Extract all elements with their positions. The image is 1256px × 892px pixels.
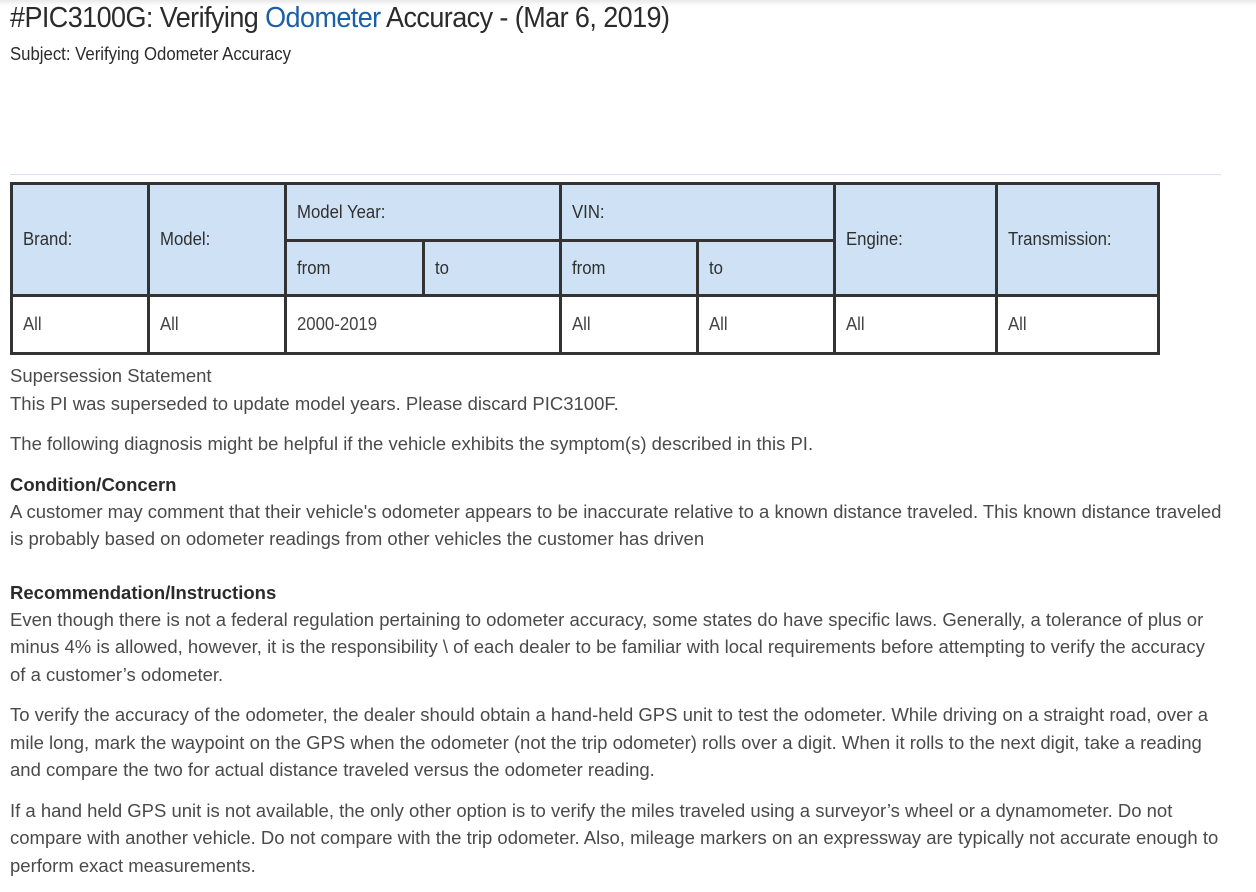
supersession-heading: Supersession Statement xyxy=(10,365,212,386)
cell-engine: All xyxy=(835,296,996,354)
condition-text: A customer may comment that their vehicle's odometer appears to be inaccurate relative to a known distance traveled. This known distance traveled is probably based on odometer readings from other vehicles the customer has driven xyxy=(10,500,1222,549)
header-vin-to: to xyxy=(698,241,835,296)
section-spacer xyxy=(10,553,1225,579)
title-suffix: Accuracy - (Mar 6, 2019) xyxy=(380,2,670,34)
cell-transmission: All xyxy=(996,296,1158,354)
cell-model-year: 2000-2019 xyxy=(286,296,560,354)
header-brand: Brand: xyxy=(12,184,149,296)
subject-line: Subject: Verifying Odometer Accuracy xyxy=(10,44,292,64)
intro-text: The following diagnosis might be helpful if the vehicle exhibits the symptom(s) described in this PI. xyxy=(10,433,814,454)
title-highlight: Odometer xyxy=(265,2,381,34)
recommendation-paragraph: Even though there is not a federal regulation pertaining to odometer accuracy, some states do have specific laws. Generally, a tolerance of plus or minus 4% is allowed, however, it is the responsibility \ of each dealer to be familiar with local requirements before attempting to verify the accuracy of a customer’s odometer. xyxy=(10,608,1205,685)
recommendation-heading: Recommendation/Instructions xyxy=(10,581,277,603)
header-model-year: Model Year: xyxy=(286,184,560,241)
header-model: Model: xyxy=(149,184,286,296)
applicability-table xyxy=(10,182,1160,355)
cell-vin-to: All xyxy=(698,296,835,354)
page-title xyxy=(10,2,669,35)
header-transmission: Transmission: xyxy=(996,184,1158,296)
header-vin: VIN: xyxy=(560,184,834,241)
cell-brand: All xyxy=(12,296,149,354)
cell-model: All xyxy=(149,296,286,354)
header-engine: Engine: xyxy=(835,184,996,296)
supersession-text: This PI was superseded to update model years. Please discard PIC3100F. xyxy=(10,392,619,414)
table-header-row xyxy=(12,184,1159,241)
table-row xyxy=(12,296,1159,354)
cell-vin-from: All xyxy=(560,296,697,354)
header-vin-from: from xyxy=(560,241,697,296)
recommendation-paragraph: If a hand held GPS unit is not available, the only other option is to verify the miles traveled using a surveyor’s wheel or a dynamometer. Do not compare with another vehicle. Do not compare with the trip odometer. Also, mileage markers on an expressway are typically not accurate enough to perform exact measurements. xyxy=(10,799,1219,876)
header-model-year-to: to xyxy=(423,241,560,296)
recommendation-paragraph: To verify the accuracy of the odometer, the dealer should obtain a hand-held GPS unit to test the odometer. While driving on a straight road, over a mile long, mark the waypoint on the GPS when the odometer (not the trip odometer) rolls over a digit. When it rolls to the next digit, take a reading and compare the two for actual distance traveled versus the odometer reading. xyxy=(10,704,1209,780)
divider xyxy=(10,174,1221,175)
document-body xyxy=(10,362,1225,892)
title-prefix: #PIC3100G: Verifying xyxy=(10,2,266,34)
condition-heading: Condition/Concern xyxy=(10,473,177,495)
header-model-year-from: from xyxy=(286,241,423,296)
